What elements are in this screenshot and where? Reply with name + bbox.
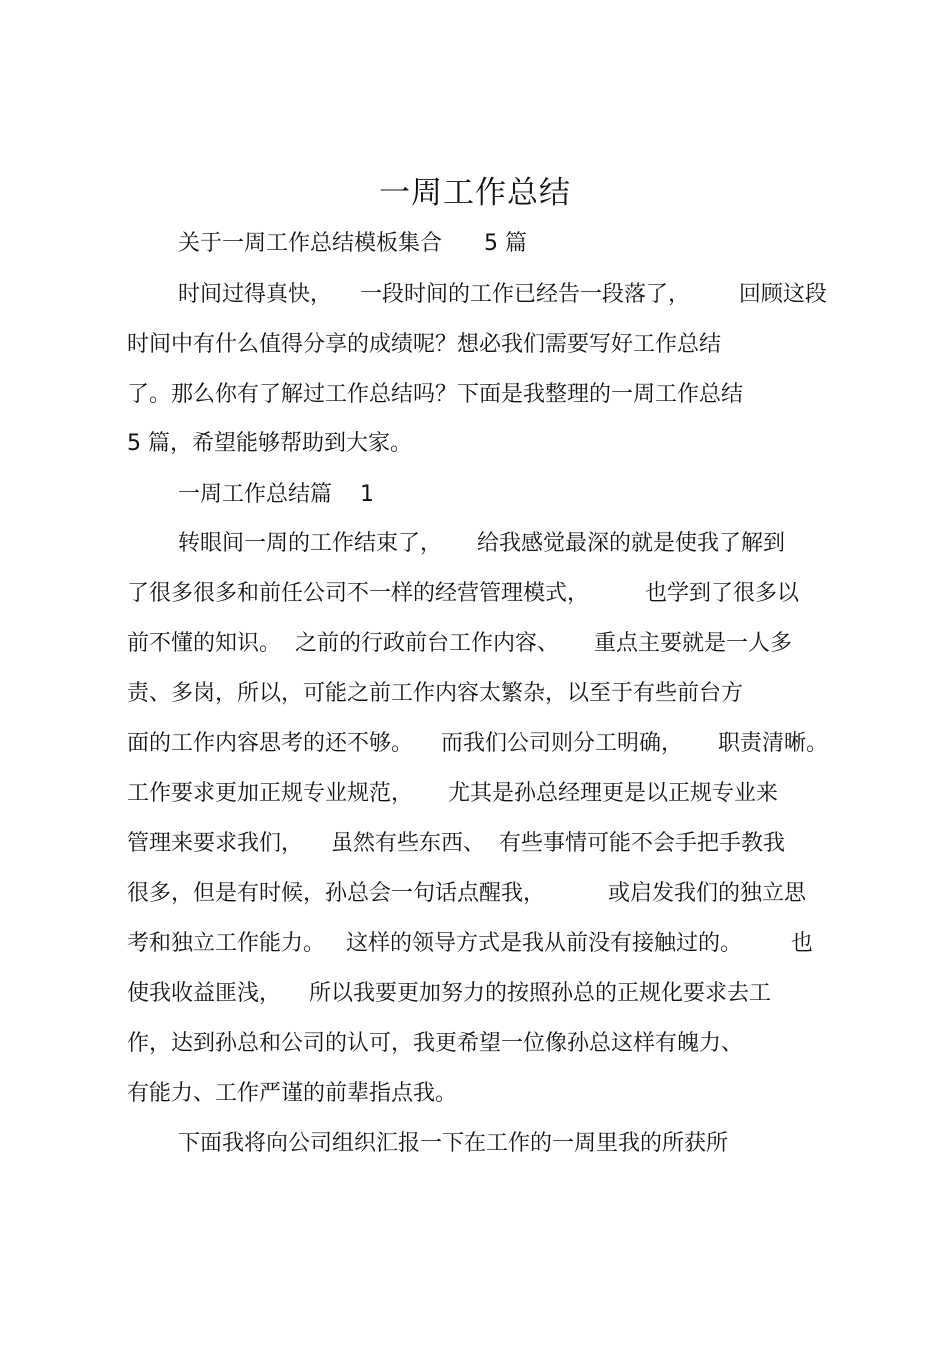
document-title: 一周工作总结 bbox=[379, 175, 571, 211]
body-line: 使我收益匪浅， 所以我要更加努力的按照孙总的正规化要求去工 bbox=[127, 981, 771, 1006]
body-line: 面的工作内容思考的还不够。 而我们公司则分工明确， 职责清晰。 bbox=[127, 731, 828, 756]
body-line: 了很多很多和前任公司不一样的经营管理模式， 也学到了很多以 bbox=[127, 581, 799, 606]
body-line: 责、多岗，所以，可能之前工作内容太繁杂，以至于有些前台方 bbox=[127, 681, 744, 706]
body-line: 有能力、工作严谨的前辈指点我。 bbox=[127, 1081, 458, 1106]
body-line: 很多，但是有时候，孙总会一句话点醒我， 或启发我们的独立思 bbox=[127, 881, 806, 906]
document-subtitle: 关于一周工作总结模板集合 5 篇 bbox=[178, 231, 527, 256]
body-line: 前不懂的知识。 之前的行政前台工作内容、 重点主要就是一人多 bbox=[127, 631, 792, 656]
intro-line: 5 篇，希望能够帮助到大家。 bbox=[127, 431, 412, 456]
body-line: 管理来要求我们， 虽然有些东西、 有些事情可能不会手把手教我 bbox=[127, 831, 785, 856]
body-line: 转眼间一周的工作结束了， 给我感觉最深的就是使我了解到 bbox=[178, 531, 785, 556]
intro-line: 时间过得真快， 一段时间的工作已经告一段落了， 回顾这段 bbox=[178, 282, 827, 307]
body-line: 工作要求更加正规专业规范， 尤其是孙总经理更是以正规专业来 bbox=[127, 781, 778, 806]
body-line-continued: 下面我将向公司组织汇报一下在工作的一周里我的所获所 bbox=[178, 1131, 729, 1156]
body-line: 作，达到孙总和公司的认可，我更希望一位像孙总这样有魄力、 bbox=[127, 1031, 744, 1056]
intro-line: 时间中有什么值得分享的成绩呢？想必我们需要写好工作总结 bbox=[127, 332, 722, 357]
intro-line: 了。那么你有了解过工作总结吗？下面是我整理的一周工作总结 bbox=[127, 382, 744, 407]
body-line: 考和独立工作能力。 这样的领导方式是我从前没有接触过的。 也 bbox=[127, 931, 813, 956]
section-heading: 一周工作总结篇 1 bbox=[178, 482, 374, 507]
